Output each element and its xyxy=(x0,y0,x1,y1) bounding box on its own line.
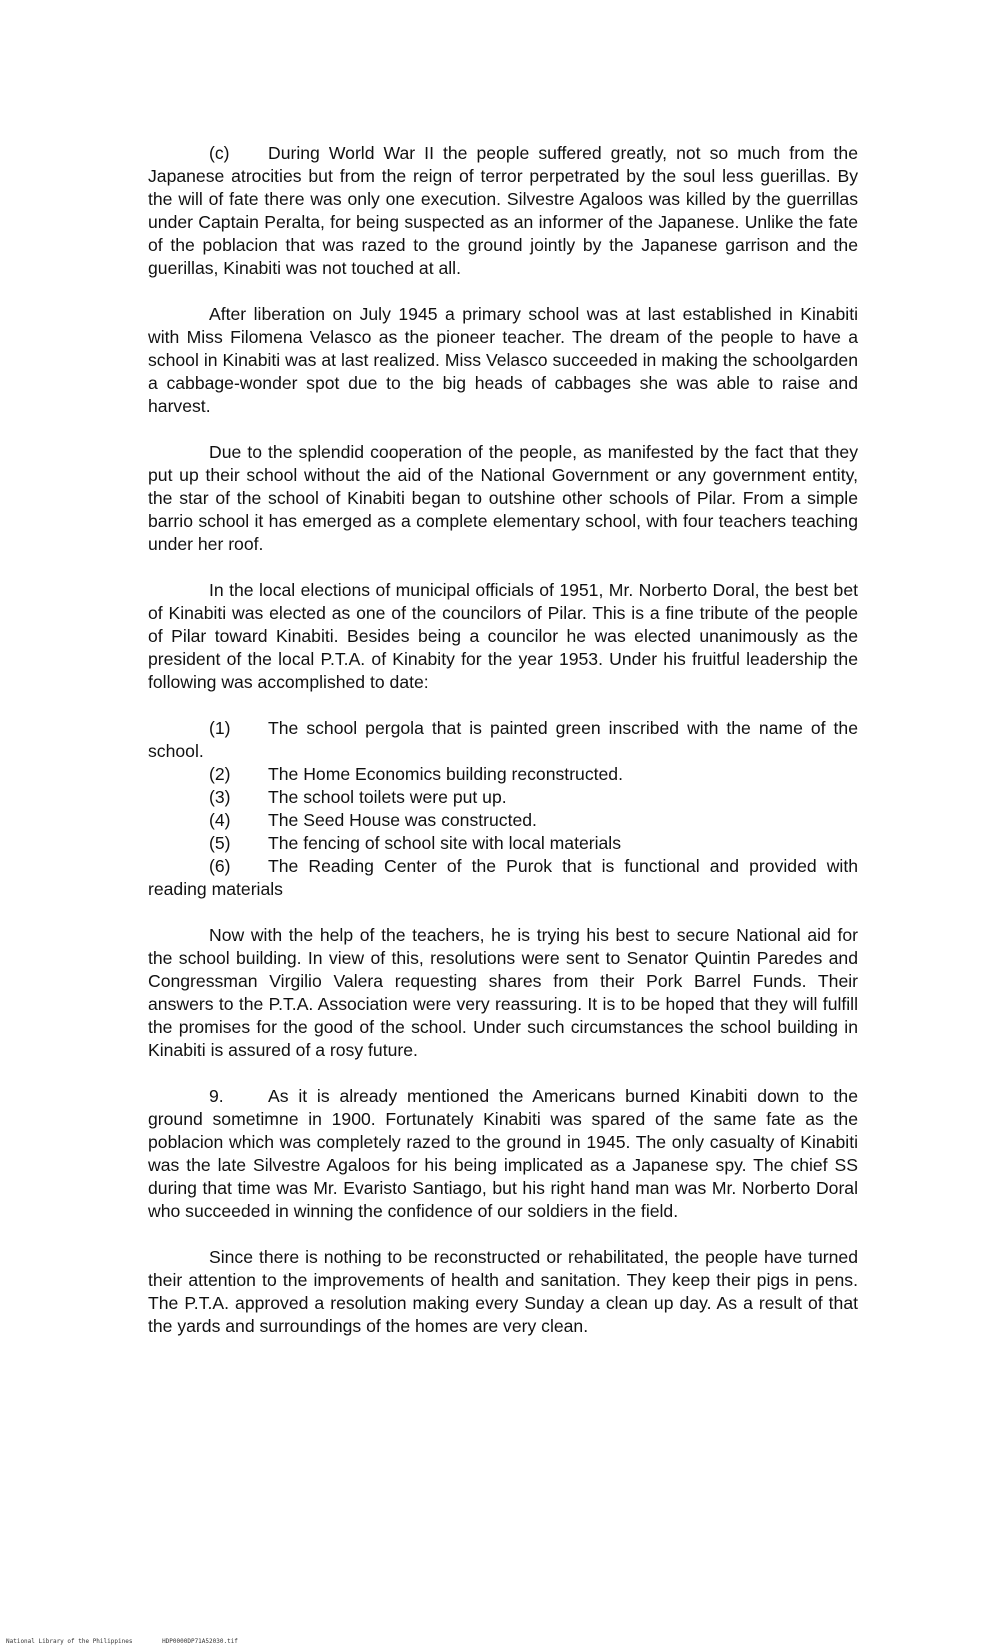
paragraph-national-aid: Now with the help of the teachers, he is trying his best to secure National aid for the school building. In view of this, resolutions were sent to Senator Quintin Paredes and Congressman Virgilio Valera requesting shares from their Pork Barrel Funds. Their answers to the P.T.A. Association were very reassuring. It is to be hoped that they will fulfill the promises for the good of the school. Under such circumstances the school building in Kinabiti is assured of a rosy future. xyxy=(148,925,858,1060)
list-item xyxy=(148,832,858,855)
list-item-text: The fencing of school site with local materials xyxy=(268,833,622,853)
list-item-number: (6) xyxy=(209,856,231,876)
list-item-number: (3) xyxy=(209,787,231,807)
footer-file-code: HDP0000DP71A52030.tif xyxy=(162,1638,238,1645)
list-item xyxy=(148,786,858,809)
paragraph-label: 9. xyxy=(209,1086,224,1106)
paragraph-world-war-ii xyxy=(148,142,858,280)
list-item xyxy=(148,855,858,901)
list-item xyxy=(148,717,858,763)
document-body xyxy=(148,142,858,1338)
paragraph-text: During World War II the people suffered greatly, not so much from the Japanese atrocities but from the reign of terror perpetrated by the soul less guerillas. By the will of fate there was only one execution. Silvestre Agaloos was killed by the guerrillas under Captain Peralta, for being suspected as an informer of the Japanese. Unlike the fate of the poblacion that was razed to the ground jointly by the Japanese garrison and the guerillas, Kinabiti was not touched at all. xyxy=(148,143,858,278)
list-item-text: The Seed House was constructed. xyxy=(268,810,537,830)
list-item xyxy=(148,809,858,832)
footer-library-name: National Library of the Philippines xyxy=(6,1638,133,1645)
paragraph-history xyxy=(148,1085,858,1223)
paragraph-label: (c) xyxy=(209,143,230,163)
paragraph-sanitation: Since there is nothing to be reconstructed or rehabilitated, the people have turned their attention to the improvements of health and sanitation. They keep their pigs in pens. The P.T.A. approved a resolution making every Sunday a clean up day. As a result of that the yards and surroundings of the homes are very clean. xyxy=(148,1247,858,1336)
scan-footer xyxy=(6,1638,264,1645)
paragraph-elections: In the local elections of municipal officials of 1951, Mr. Norberto Doral, the best bet of Kinabiti was elected as one of the councilors of Pilar. This is a fine tribute of the people of Pilar toward Kinabiti. Besides being a councilor he was elected unanimously as the president of the local P.T.A. of Kinabity for the year 1953. Under his fruitful leadership the following was accomplished to date: xyxy=(148,580,858,692)
list-item-number: (4) xyxy=(209,810,231,830)
paragraph-cooperation: Due to the splendid cooperation of the people, as manifested by the fact that they put up their school without the aid of the National Government or any government entity, the star of the school of Kinabiti began to outshine other schools of Pilar. From a simple barrio school it has emerged as a complete elementary school, with four teachers teaching under her roof. xyxy=(148,442,858,554)
list-item-text: The school pergola that is painted green inscribed with the name of the school. xyxy=(148,718,858,761)
accomplishments-list xyxy=(148,717,858,901)
paragraph-liberation-school: After liberation on July 1945 a primary school was at last established in Kinabiti with Miss Filomena Velasco as the pioneer teacher. The dream of the people to have a school in Kinabiti was at last realized. Miss Velasco succeeded in making the schoolgarden a cabbage-wonder spot due to the big heads of cabbages she was able to raise and harvest. xyxy=(148,304,858,416)
list-item-number: (1) xyxy=(209,718,231,738)
paragraph-text: As it is already mentioned the Americans burned Kinabiti down to the ground sometimne in 1900. Fortunately Kinabiti was spared of the same fate as the poblacion which was completely razed to the ground in 1945. The only casualty of Kinabiti was the late Silvestre Agaloos for his being implicated as a Japanese spy. The chief SS during that time was Mr. Evaristo Santiago, but his right hand man was Mr. Norberto Doral who succeeded in winning the confidence of our soldiers in the field. xyxy=(148,1086,858,1221)
list-item-text: The school toilets were put up. xyxy=(268,787,507,807)
list-item xyxy=(148,763,858,786)
list-item-text: The Home Economics building reconstructed. xyxy=(268,764,623,784)
list-item-number: (5) xyxy=(209,833,231,853)
list-item-number: (2) xyxy=(209,764,231,784)
list-item-text: The Reading Center of the Purok that is functional and provided with reading materials xyxy=(148,856,858,899)
